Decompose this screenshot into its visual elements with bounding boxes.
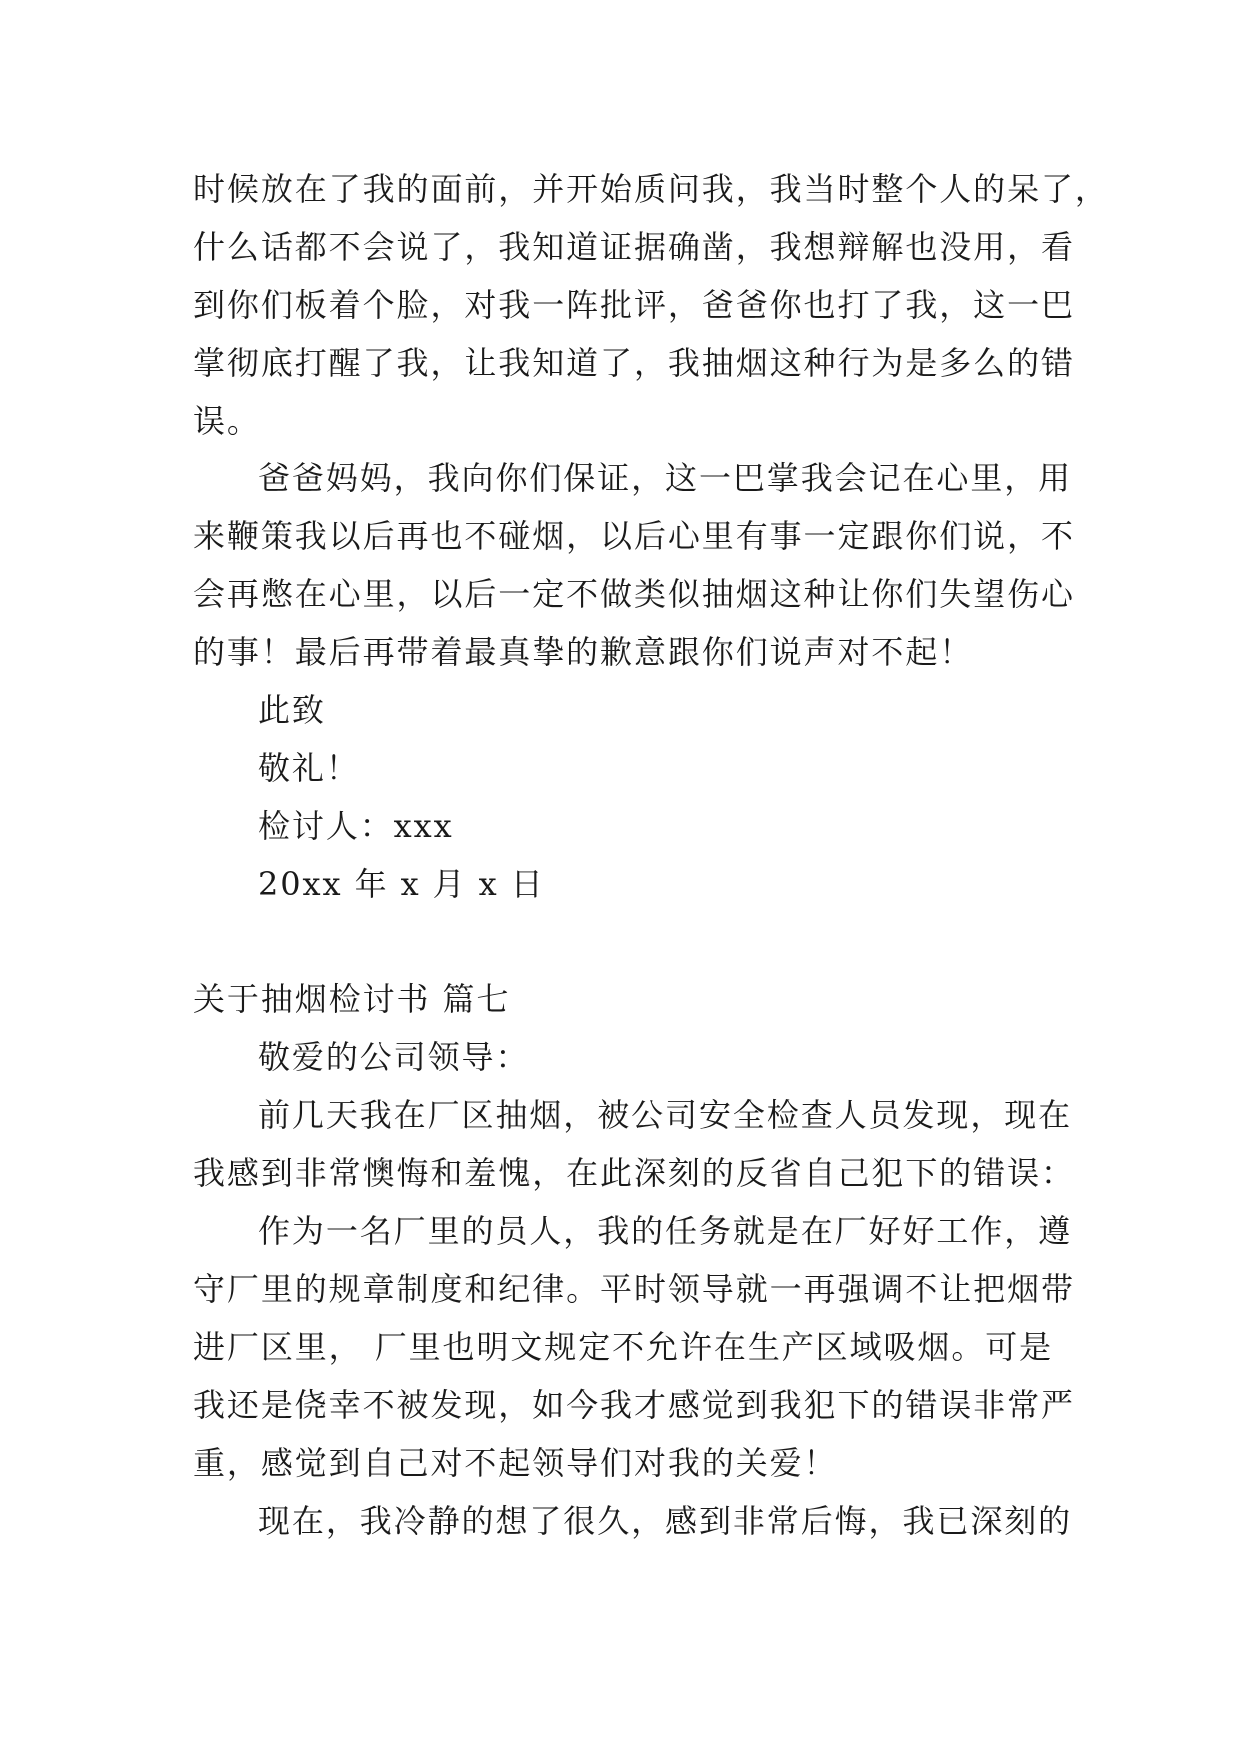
body-text-line: 前几天我在厂区抽烟，被公司安全检查人员发现，现在 bbox=[258, 1096, 1073, 1134]
closing-salute: 敬礼！ bbox=[258, 749, 360, 787]
body-text-line: 现在，我冷静的想了很久，感到非常后悔，我已深刻的 bbox=[258, 1502, 1073, 1540]
body-text-line: 进厂区里， 厂里也明文规定不允许在生产区域吸烟。可是 bbox=[193, 1328, 1054, 1366]
body-text-line: 守厂里的规章制度和纪律。平时领导就一再强调不让把烟带 bbox=[193, 1270, 1075, 1308]
body-text-line: 的事！最后再带着最真挚的歉意跟你们说声对不起！ bbox=[193, 633, 974, 671]
body-text-line: 时候放在了我的面前，并开始质问我，我当时整个人的呆了， bbox=[193, 170, 1109, 208]
body-text-line: 掌彻底打醒了我，让我知道了，我抽烟这种行为是多么的错 bbox=[193, 344, 1075, 382]
body-text-line: 重，感觉到自己对不起领导们对我的关爱！ bbox=[193, 1444, 838, 1482]
body-text-line: 作为一名厂里的员人，我的任务就是在厂好好工作，遵 bbox=[258, 1212, 1073, 1250]
body-text-line: 到你们板着个脸，对我一阵批评，爸爸你也打了我，这一巴 bbox=[193, 286, 1075, 324]
salutation: 敬爱的公司领导： bbox=[258, 1038, 530, 1076]
body-text-line: 会再憋在心里，以后一定不做类似抽烟这种让你们失望伤心 bbox=[193, 575, 1075, 613]
body-text-line: 爸爸妈妈，我向你们保证，这一巴掌我会记在心里，用 bbox=[258, 459, 1073, 497]
closing-phrase: 此致 bbox=[258, 691, 326, 729]
body-text-line: 我还是侥幸不被发现，如今我才感觉到我犯下的错误非常严 bbox=[193, 1386, 1075, 1424]
body-text-line: 误。 bbox=[193, 402, 261, 440]
signature-line: 检讨人：xxx bbox=[258, 807, 454, 845]
body-text-line: 什么话都不会说了，我知道证据确凿，我想辩解也没用，看 bbox=[193, 228, 1075, 266]
body-text-line: 我感到非常懊悔和羞愧，在此深刻的反省自己犯下的错误： bbox=[193, 1154, 1075, 1192]
section-title: 关于抽烟检讨书 篇七 bbox=[193, 980, 511, 1018]
body-text-line: 来鞭策我以后再也不碰烟，以后心里有事一定跟你们说，不 bbox=[193, 517, 1075, 555]
date-line: 20xx 年 x 月 x 日 bbox=[258, 865, 545, 903]
